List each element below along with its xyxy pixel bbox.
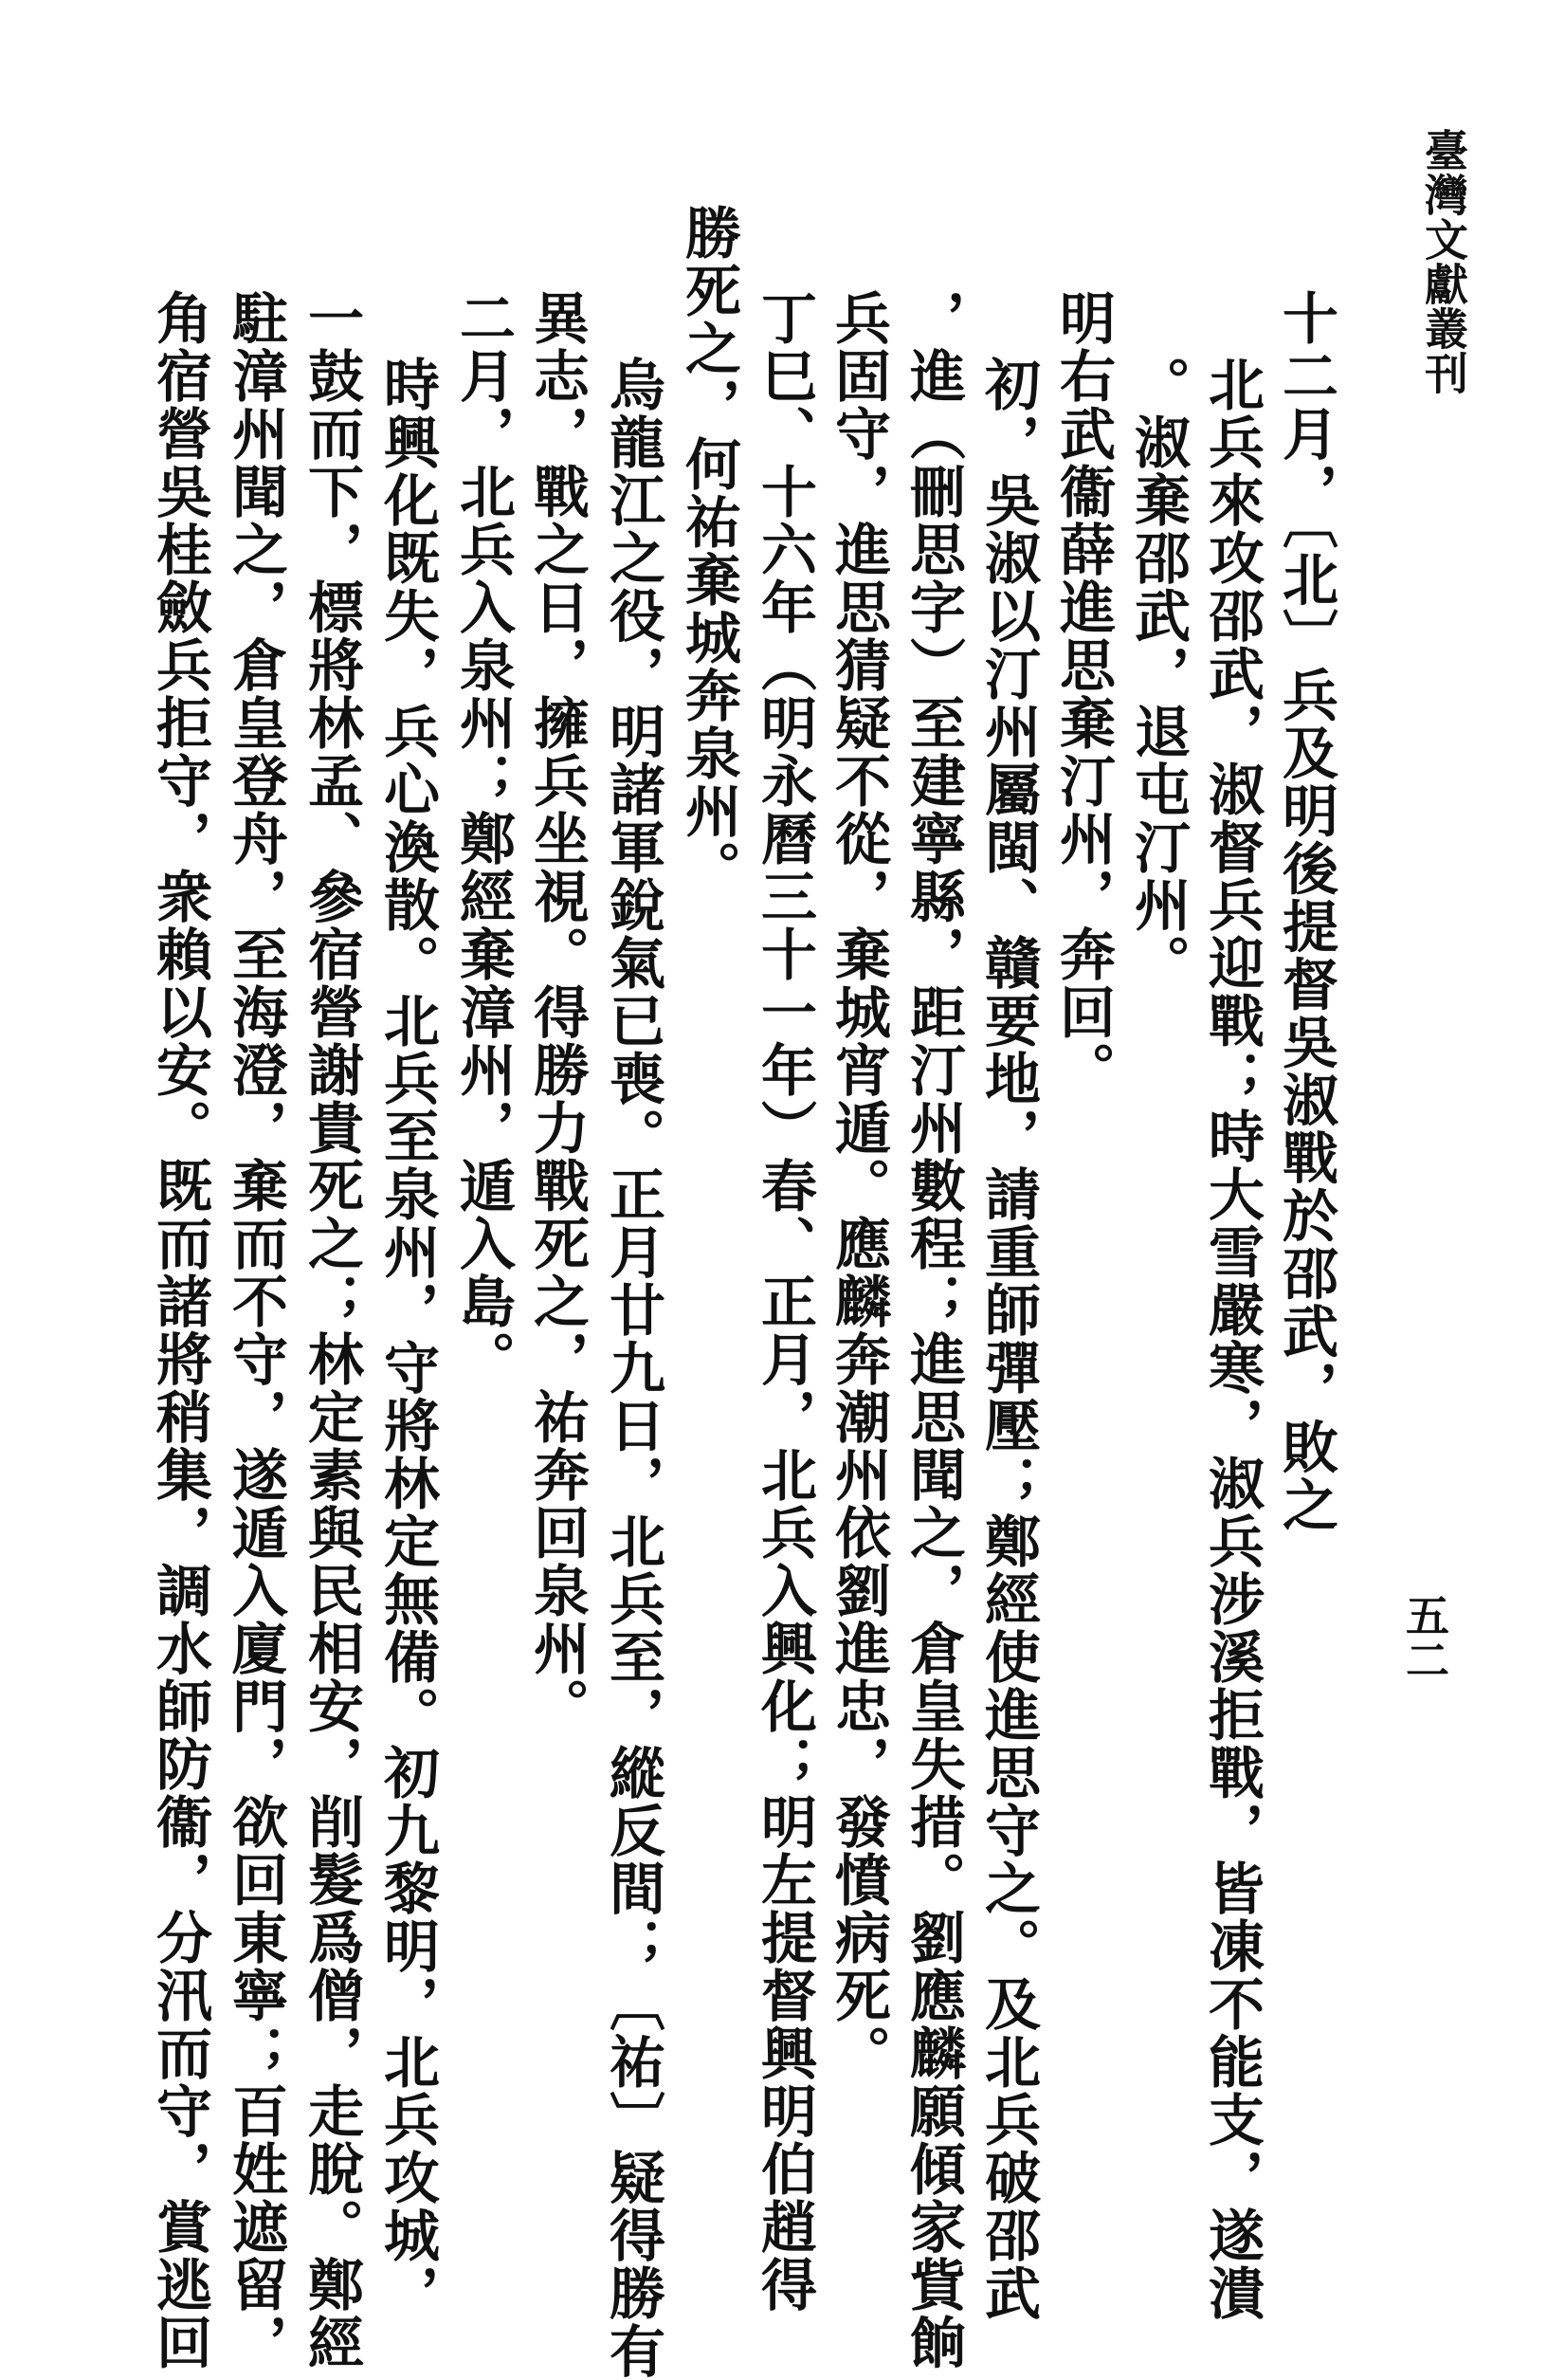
text-column: 烏龍江之役，明諸軍銳氣已喪。正月廿九日，北兵至，縱反間；〔祐〕疑得勝有 — [600, 356, 665, 2380]
text-column: 角宿營吳桂斂兵拒守，衆賴以安。既而諸將稍集，調水師防衞，分汛而守，賞逃回 — [147, 289, 212, 2371]
text-column: 駐漳州聞之，倉皇登舟，至海澄，棄而不守，遂遁入廈門，欲回東寧；百姓遮留， — [223, 289, 288, 2371]
text-column: 明右武衞薛進思棄汀州，奔回。 — [1050, 289, 1116, 1099]
text-column: 異志，戰之日，擁兵坐視。得勝力戰死之，祐奔回泉州。 — [524, 289, 590, 1735]
text-column: 十二月，〔北〕兵及明後提督吳淑戰於邵武，敗之 — [1273, 289, 1338, 1534]
text-column: 一鼓而下，標將林孟、參宿營謝貴死之；林定素與民相安，削髮爲僧，走脫。鄭經 — [299, 289, 364, 2371]
page-number: 五二 — [1399, 1593, 1450, 1682]
text-column: 勝死之，何祐棄城奔泉州。 — [676, 204, 741, 898]
text-column: 。淑棄邵武，退屯汀州。 — [1125, 356, 1191, 992]
text-column: 北兵來攻邵武，淑督兵迎戰；時大雪嚴寒，淑兵涉溪拒戰，皆凍不能支，遂潰 — [1199, 356, 1265, 2322]
text-column: 初，吳淑以汀州屬閩、贛要地，請重師彈壓；鄭經使進思守之。及北兵破邵武 — [975, 356, 1041, 2322]
text-column: 兵固守，進思猜疑不從，棄城宵遁。應麟奔潮州依劉進忠，發憤病死。 — [826, 289, 891, 2082]
series-title: 臺灣文獻叢刊 — [1418, 128, 1469, 395]
text-column: 丁巳、十六年（明永曆三十一年）春、正月，北兵入興化；明左提督興明伯趙得 — [752, 289, 817, 2314]
text-column: 時興化既失，兵心渙散。北兵至泉州，守將林定無備。初九黎明，北兵攻城， — [374, 356, 440, 2322]
text-column: 二月，北兵入泉州；鄭經棄漳州，遁入島。 — [450, 289, 516, 1388]
text-column: ，進（刪思字）至建寧縣，距汀州數程；進思聞之，倉皇失措。劉應麟願傾家貲餉 — [901, 289, 966, 2371]
